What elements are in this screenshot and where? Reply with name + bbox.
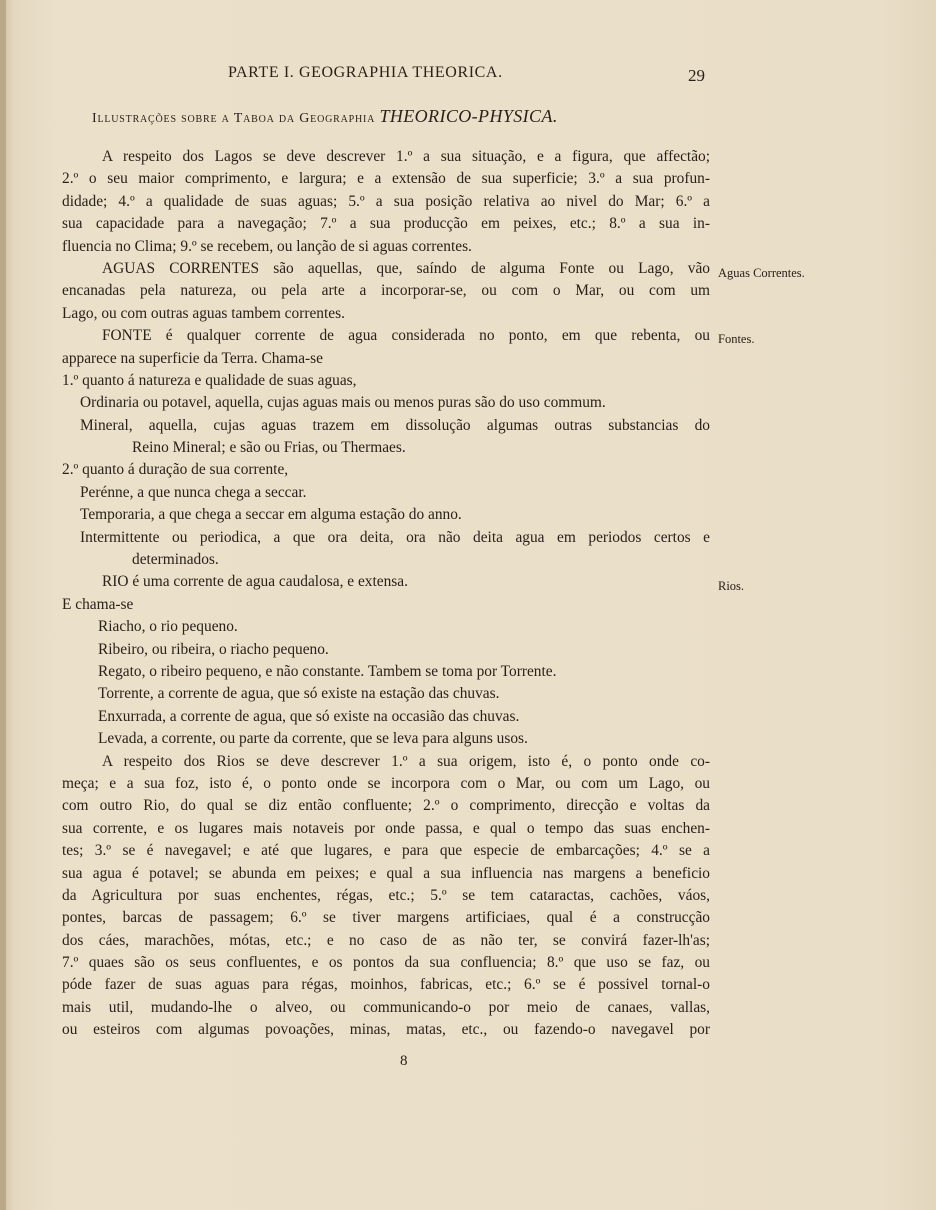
text-line: didade; 4.º a qualidade de suas aguas; 5.º a sua posição relativa ao nivel do Mar; 6.º a bbox=[62, 192, 710, 210]
text-line: E chama-se bbox=[62, 595, 134, 613]
text-line: AGUAS CORRENTES são aquellas, que, saíndo de alguma Fonte ou Lago, vão bbox=[102, 259, 710, 277]
text-line: Enxurrada, a corrente de agua, que só existe na occasião das chuvas. bbox=[98, 707, 520, 725]
text-line: Reino Mineral; e são ou Frias, ou Thermaes. bbox=[132, 439, 406, 457]
text-line: fluencia no Clima; 9.º se recebem, ou lanção de si aguas correntes. bbox=[62, 237, 472, 255]
text-line: 2.º o seu maior comprimento, e largura; e a extensão de sua superficie; 3.º a sua profun- bbox=[62, 170, 710, 188]
signature-mark: 8 bbox=[400, 1053, 408, 1069]
text-line: pontes, barcas de passagem; 6.º se tiver margens artificiaes, qual é a construcção bbox=[62, 909, 710, 927]
page-number: 29 bbox=[688, 66, 705, 85]
text-line: apparece na superficie da Terra. Chama-se bbox=[62, 349, 323, 367]
margin-note-fontes: Fontes. bbox=[718, 332, 755, 346]
text-line: tes; 3.º se é navegavel; e até que lugares, e para que especie de embarcações; 4.º se a bbox=[62, 842, 710, 860]
text-line: 2.º quanto á duração de sua corrente, bbox=[62, 461, 289, 479]
text-line: 7.º quaes são os seus confluentes, e os pontos da sua confluencia; 8.º que uso se faz, ou bbox=[62, 954, 710, 972]
text-line: Ribeiro, ou ribeira, o riacho pequeno. bbox=[98, 640, 329, 658]
body-text bbox=[62, 146, 710, 1042]
text-line: A respeito dos Rios se deve descrever 1.º a sua origem, isto é, o ponto onde co- bbox=[102, 752, 710, 770]
text-line: mais util, mudando-lhe o alveo, ou communicando-o por meio de canaes, vallas, bbox=[62, 998, 710, 1016]
text-line: da Agricultura por suas enchentes, régas, etc.; 5.º se tem cataractas, cachões, váos, bbox=[62, 886, 710, 904]
text-line: encanadas pela natureza, ou pela arte a incorporar-se, ou com o Mar, ou com um bbox=[62, 282, 710, 300]
text-line: RIO é uma corrente de agua caudalosa, e extensa. bbox=[102, 573, 408, 591]
text-line: Lago, ou com outras aguas tambem correntes. bbox=[62, 304, 345, 322]
text-line: dos cáes, marachões, mótas, etc.; e no caso de as não ter, se convirá fazer-lh'as; bbox=[62, 931, 710, 949]
text-line: com outro Rio, do qual se diz então confluente; 2.º o comprimento, direcção e voltas da bbox=[62, 797, 710, 815]
text-line: Mineral, aquella, cujas aguas trazem em dissolução algumas outras substancias do bbox=[80, 416, 710, 434]
margin-note-rios: Rios. bbox=[718, 579, 745, 593]
text-line: Intermittente ou periodica, a que ora deita, ora não deita agua em periodos certos e bbox=[80, 528, 710, 546]
text-line: sua capacidade para a navegação; 7.º a sua producção em peixes, etc.; 8.º a sua in- bbox=[62, 215, 710, 233]
section-title bbox=[92, 106, 712, 127]
margin-note-aguas-correntes: Aguas Correntes. bbox=[718, 266, 805, 280]
text-line: 1.º quanto á natureza e qualidade de suas aguas, bbox=[62, 371, 357, 389]
text-line: meça; e a sua foz, isto é, o ponto onde se incorpora com o Mar, ou com um Lago, ou bbox=[62, 774, 710, 792]
text-line: FONTE é qualquer corrente de agua considerada no ponto, em que rebenta, ou bbox=[102, 327, 710, 345]
text-line: póde fazer de suas aguas para régas, moinhos, fabricas, etc.; 6.º se é possivel tornal-o bbox=[62, 976, 710, 994]
text-line: determinados. bbox=[132, 551, 219, 569]
section-title-lead: Illustrações sobre a Taboa da Geographia bbox=[92, 111, 380, 126]
section-title-emph: THEORICO-PHYSICA. bbox=[379, 106, 558, 126]
page-binding-edge bbox=[0, 0, 6, 1210]
text-line: sua corrente, e os lugares mais notaveis por onde passa, e qual o tempo das suas enchen- bbox=[62, 819, 710, 837]
text-line: A respeito dos Lagos se deve descrever 1.º a sua situação, e a figura, que affectão; bbox=[102, 148, 710, 165]
text-line: Torrente, a corrente de agua, que só existe na estação das chuvas. bbox=[98, 685, 500, 703]
text-line: Perénne, a que nunca chega a seccar. bbox=[80, 483, 307, 501]
page-header bbox=[0, 62, 936, 92]
running-title: PARTE I. GEOGRAPHIA THEORICA. bbox=[228, 64, 503, 81]
text-line: ou esteiros com algumas povoações, minas, matas, etc., ou fazendo-o navegavel por bbox=[62, 1021, 710, 1039]
text-line: Levada, a corrente, ou parte da corrente, que se leva para alguns usos. bbox=[98, 730, 528, 748]
text-line: Riacho, o rio pequeno. bbox=[98, 618, 238, 636]
text-line: Ordinaria ou potavel, aquella, cujas aguas mais ou menos puras são do uso commum. bbox=[80, 394, 606, 412]
text-line: sua agua é potavel; se abunda em peixes; e qual a sua influencia nas margens a beneficio bbox=[62, 864, 710, 882]
text-line: Regato, o ribeiro pequeno, e não constante. Tambem se toma por Torrente. bbox=[98, 662, 557, 680]
text-line: Temporaria, a que chega a seccar em alguma estação do anno. bbox=[80, 506, 462, 524]
